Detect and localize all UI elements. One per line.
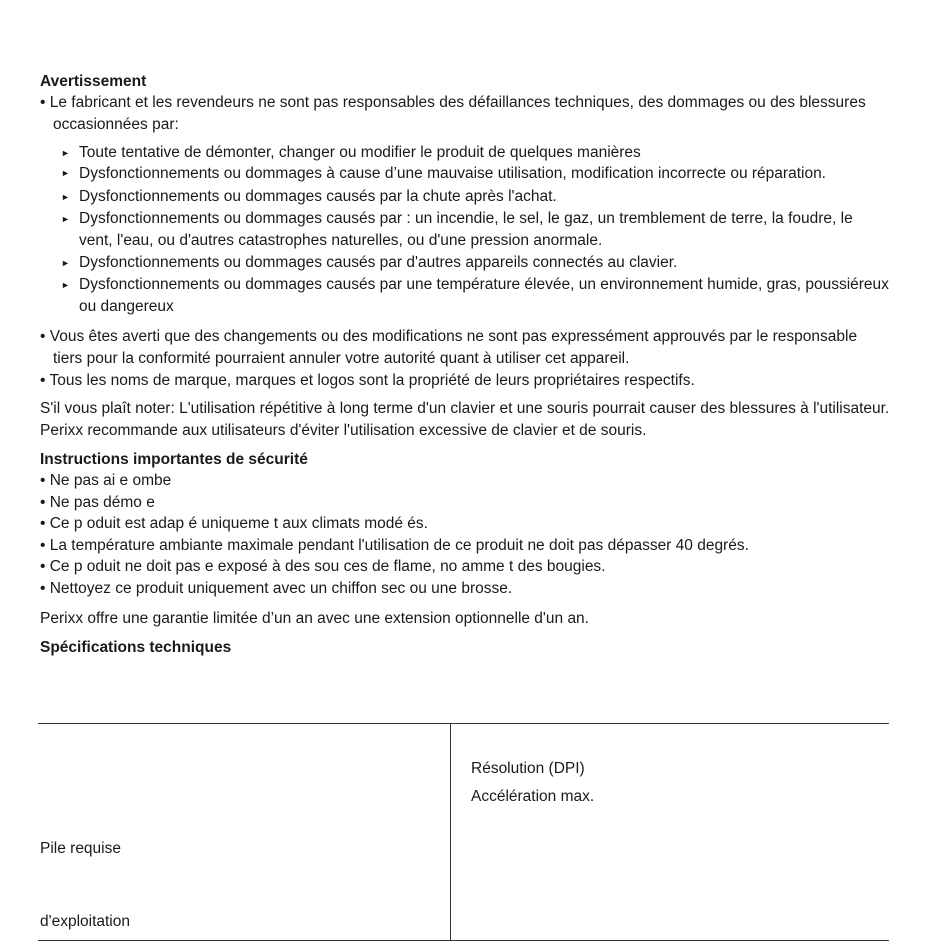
warning-list	[40, 142, 890, 318]
warning-item: ► Dysfonctionnements ou dommages causés par d'autres appareils connectés au clavier.	[61, 252, 890, 274]
triangle-bullet-icon: ►	[61, 148, 70, 158]
warning-item: ► Dysfonctionnements ou dommages causés par une température élevée, un environnement humide, gras, poussiéreux ou dangereux	[61, 276, 889, 315]
warning-item: ► Dysfonctionnements ou dommages à cause d’une mauvaise utilisation, modification incorrecte ou réparation.	[61, 165, 826, 182]
warning-heading: Avertissement	[40, 73, 147, 90]
specs-table	[38, 723, 889, 941]
warning-item: ► Dysfonctionnements ou dommages causés par : un incendie, le sel, le gaz, un tremblement de terre, la foudre, le vent, l'eau, ou d'autres catastrophes naturelles, ou d'une pression anormale.	[61, 210, 853, 249]
specs-column-divider	[450, 724, 451, 940]
specs-heading: Spécifications techniques	[40, 638, 232, 656]
safety-item: • Ce p oduit est adap é uniqueme t aux climats modé és.	[40, 515, 428, 533]
trademark-notice: • Tous les noms de marque, marques et logos sont la propriété de leurs propriétaires respectifs.	[40, 372, 695, 389]
warning-intro: • Le fabricant et les revendeurs ne sont pas responsables des défaillances techniques, des dommages ou des blessures occasionnées par:	[40, 94, 866, 133]
spec-label-operating: d'exploitation	[40, 913, 130, 930]
modification-notice: • Vous êtes averti que des changements ou des modifications ne sont pas expressément approuvés par le responsable tiers pour la conformité pourraient annuler votre autorité quant à utiliser cet appareil.	[40, 328, 858, 367]
spec-label-acceleration: Accélération max.	[471, 788, 595, 805]
warning-item: ► Dysfonctionnements ou dommages causés par la chute après l'achat.	[61, 186, 890, 208]
spec-label-battery: Pile requise	[40, 840, 121, 857]
safety-item: • Ne pas démo e	[40, 493, 155, 511]
safety-list	[40, 470, 890, 600]
safety-item: • Ne pas ai e ombe	[40, 472, 172, 489]
document-page	[40, 72, 890, 658]
triangle-bullet-icon: ►	[61, 168, 70, 178]
warranty-text: Perixx offre une garantie limitée d’un an avec une extension optionnelle d'un an.	[40, 609, 589, 627]
safety-item: • Nettoyez ce produit uniquement avec un chiffon sec ou une brosse.	[40, 579, 513, 597]
warning-item: ► Toute tentative de démonter, changer ou modifier le produit de quelques manières	[61, 142, 890, 164]
safety-item: • Ce p oduit ne doit pas e exposé à des sou ces de flame, no amme t des bougies.	[40, 558, 606, 576]
safety-heading: Instructions importantes de sécurité	[40, 451, 308, 468]
triangle-bullet-icon: ►	[61, 280, 70, 290]
triangle-bullet-icon: ►	[61, 214, 70, 224]
safety-item: • La température ambiante maximale pendant l'utilisation de ce produit ne doit pas dépasser 40 degrés.	[40, 536, 749, 554]
triangle-bullet-icon: ►	[61, 258, 70, 268]
triangle-bullet-icon: ►	[61, 192, 70, 202]
health-notice: S'il vous plaît noter: L'utilisation répétitive à long terme d'un clavier et une souris pourrait causer des blessures à l'utilisateur. Perixx recommande aux utilisateurs d'éviter l'utilisation excessive de clavier et de souris.	[40, 400, 890, 439]
spec-label-resolution: Résolution (DPI)	[471, 760, 585, 777]
